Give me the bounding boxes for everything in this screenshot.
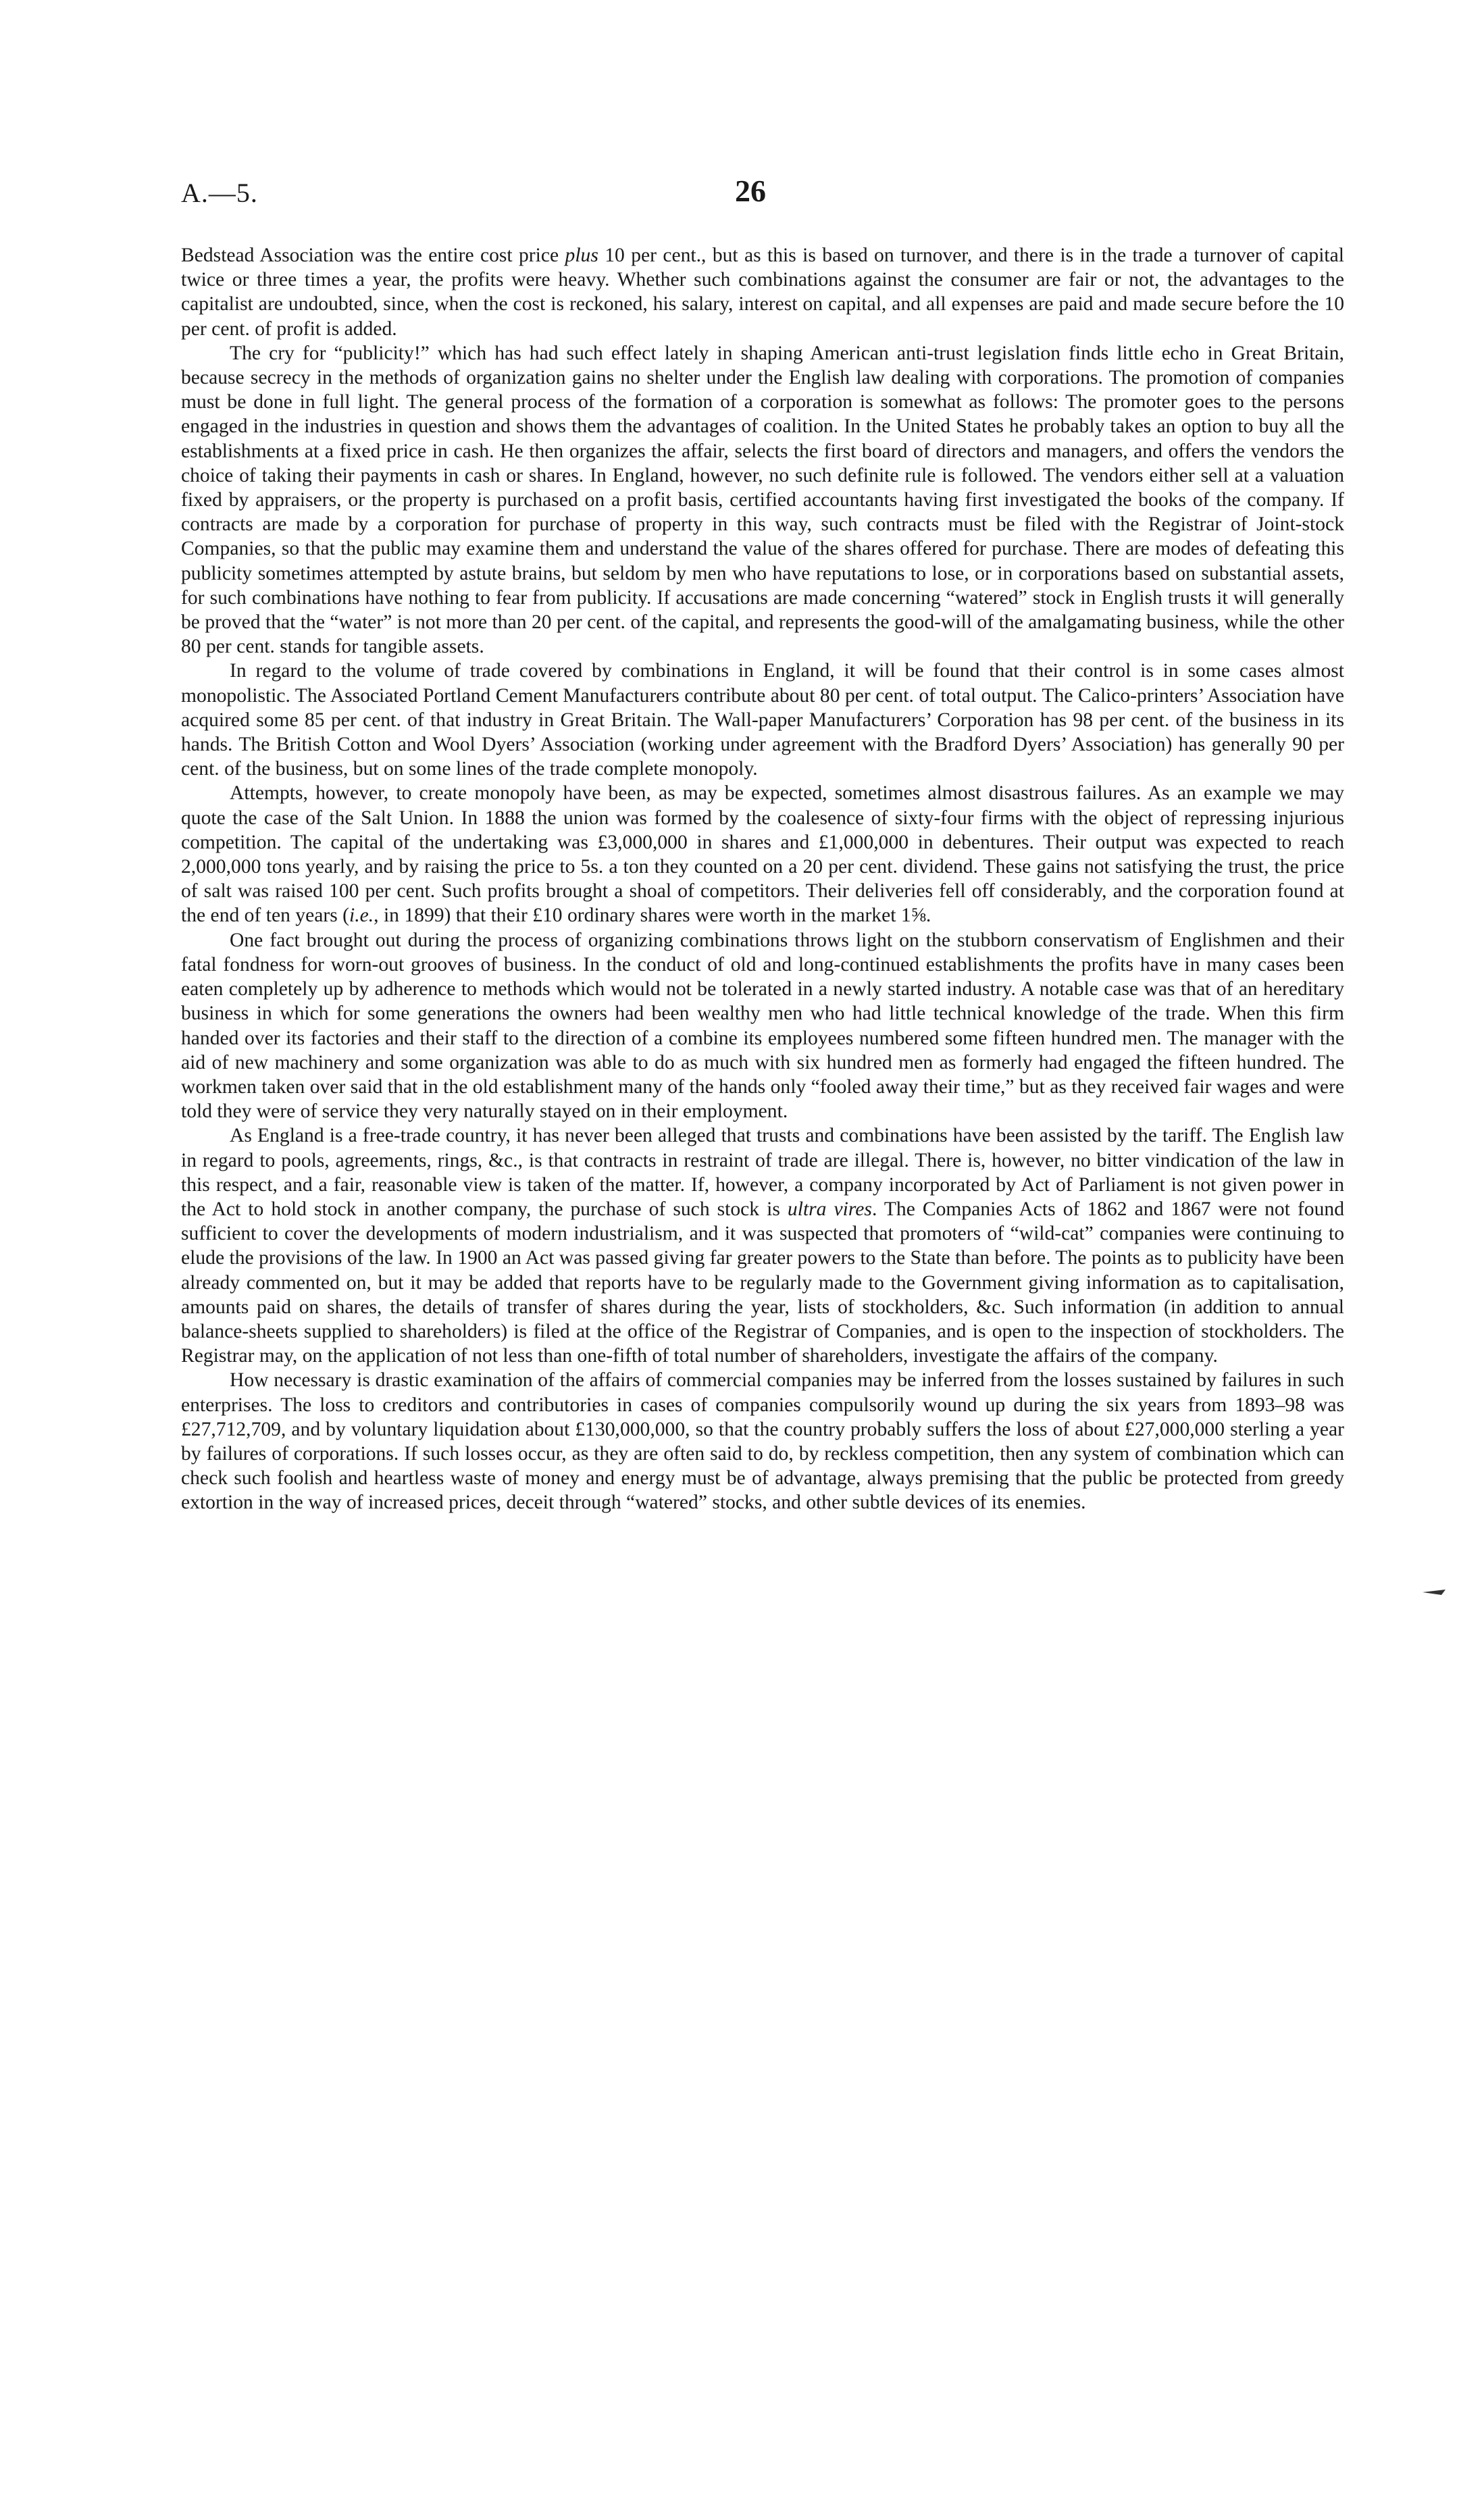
page-number: 26 [735, 174, 766, 208]
paragraph-1 [181, 243, 1344, 341]
paragraph-4 [181, 781, 1344, 928]
text-run: One fact brought out during the process of organizing combinations throws light on the stubborn conservatism of Englishmen and their fatal fondness for worn-out grooves of business. In the conduct of old and long-continued establishments the profits have in many cases been eaten completely up by adherence to methods which would not be tolerated in a newly started industry. A notable case was that of an hereditary business in which for some generations the owners had been wealthy men who had little technical knowledge of the trade. When this firm handed over its factories and their staff to the direction of a combine its employees numbered some fifteen hundred men. The manager with the aid of new machinery and some organization was able to do as much with six hundred men as formerly had engaged the fifteen hundred. The workmen taken over said that in the old establishment many of the hands only “fooled away their time,” but as they received fair wages and were told they were of service they very naturally stayed on in their employment. [181, 929, 1344, 1123]
document-reference: A.—5. [181, 178, 258, 208]
paragraph-6 [181, 1123, 1344, 1368]
paragraph-7 [181, 1368, 1344, 1515]
text-run: In regard to the volume of trade covered by combinations in England, it will be found that their control is in some cases almost monopolistic. The Associated Portland Cement Manufacturers contribute about 80 per cent. of total output. The Calico-printers’ Association have acquired some 85 per cent. of that industry in Great Britain. The Wall-paper Manufacturers’ Corporation has 98 per cent. of the business in its hands. The British Cotton and Wool Dyers’ Association (working under agreement with the Bradford Dyers’ Association) has generally 90 per cent. of the business, but on some lines of the trade complete monopoly. [181, 660, 1344, 780]
text-run: As England is a free-trade country, it has never been alleged that trusts and combinations have been assisted by the tariff. The English law in regard to pools, agreements, rings, &c., is that contracts in restraint of trade are illegal. There is, however, no bitter vindication of the law in this respect, and a fair, reasonable view is taken of the matter. If, however, a company incorporated by Act of Parliament is not given power in the Act to hold stock in another company, the purchase of such stock is [181, 1125, 1344, 1220]
paragraph-5 [181, 928, 1344, 1124]
text-run-italic: plus [565, 245, 598, 266]
margin-mark-icon [1421, 1585, 1448, 1600]
text-run: . The Companies Acts of 1862 and 1867 were not found sufficient to cover the developments of modern industrialism, and it was suspected that promoters of “wild-cat” companies were continuing to elude the provisions of the law. In 1900 an Act was passed giving far greater powers to the State than before. The points as to publicity have been already commented on, but it may be added that reports have to be regularly made to the Government giving information as to capitalisation, amounts paid on shares, the details of transfer of shares during the year, lists of stockholders, &c. Such information (in addition to annual balance-sheets supplied to shareholders) is filed at the office of the Registrar of Companies, and is open to the inspection of stockholders. The Registrar may, on the application of not less than one-fifth of total number of shareholders, investigate the affairs of the company. [181, 1198, 1344, 1367]
text-run-italic: ultra vires [787, 1198, 872, 1220]
body-text [181, 243, 1344, 1515]
text-run: , in 1899) that their £10 ordinary shares were worth in the market 1⅝. [374, 905, 931, 927]
text-run: 10 per cent., but as this is based on turnover, and there is in the trade a turnover of capital twice or three times a year, the profits were heavy. Whether such combinations against the consumer are fair or not, the advantages to the capitalist are undoubted, since, when the cost is reckoned, his salary, interest on capital, and all expenses are paid and made secure before the 10 per cent. of profit is added. [181, 245, 1344, 340]
paragraph-3 [181, 659, 1344, 781]
text-run: Bedstead Association was the entire cost price [181, 245, 565, 266]
paragraph-2 [181, 341, 1344, 659]
page-header [181, 174, 1344, 218]
text-run: Attempts, however, to create monopoly have been, as may be expected, sometimes almost disastrous failures. As an example we may quote the case of the Salt Union. In 1888 the union was formed by the coalesence of sixty-four firms with the object of repressing injurious competition. The capital of the undertaking was £3,000,000 in shares and £1,000,000 in debentures. Their output was expected to reach 2,000,000 tons yearly, and by raising the price to 5s. a ton they counted on a 20 per cent. dividend. These gains not satisfying the trust, the price of salt was raised 100 per cent. Such profits brought a shoal of competitors. Their deliveries fell off considerably, and the corporation found at the end of ten years ( [181, 782, 1344, 927]
text-run-italic: i.e. [349, 905, 374, 927]
text-run: How necessary is drastic examination of the affairs of commercial companies may be inferred from the losses sustained by failures in such enterprises. The loss to creditors and contributories in cases of companies compulsorily wound up during the six years from 1893–98 was £27,712,709, and by voluntary liquidation about £130,000,000, so that the country probably suffers the loss of about £27,000,000 sterling a year by failures of corporations. If such losses occur, as they are often said to do, by reckless competition, then any system of combination which can check such foolish and heartless waste of money and energy must be of advantage, always premising that the public be protected from greedy extortion in the way of increased prices, deceit through “watered” stocks, and other subtle devices of its enemies. [181, 1369, 1344, 1514]
text-run: The cry for “publicity!” which has had such effect lately in shaping American anti-trust legislation finds little echo in Great Britain, because secrecy in the methods of organization gains no shelter under the English law dealing with corporations. The promotion of companies must be done in full light. The general process of the formation of a corporation is somewhat as follows: The promoter goes to the persons engaged in the industries in question and shows them the advantages of coalition. In the United States he probably takes an option to buy all the establishments at a fixed price in cash. He then organizes the affair, selects the first board of directors and managers, and offers the vendors the choice of taking their payments in cash or shares. In England, however, no such definite rule is followed. The vendors either sell at a valuation fixed by appraisers, or the property is purchased on a profit basis, certified accountants having first investigated the books of the company. If contracts are made by a corporation for purchase of property in this way, such contracts must be filed with the Registrar of Joint-stock Companies, so that the public may examine them and understand the value of the shares offered for purchase. There are modes of defeating this publicity sometimes attempted by astute brains, but seldom by men who have reputations to lose, or in corporations based on substantial assets, for such combinations have nothing to fear from publicity. If accusations are made concerning “watered” stock in English trusts it will generally be proved that the “water” is not more than 20 per cent. of the capital, and represents the good-will of the amalgamating business, while the other 80 per cent. stands for tangible assets. [181, 342, 1344, 658]
